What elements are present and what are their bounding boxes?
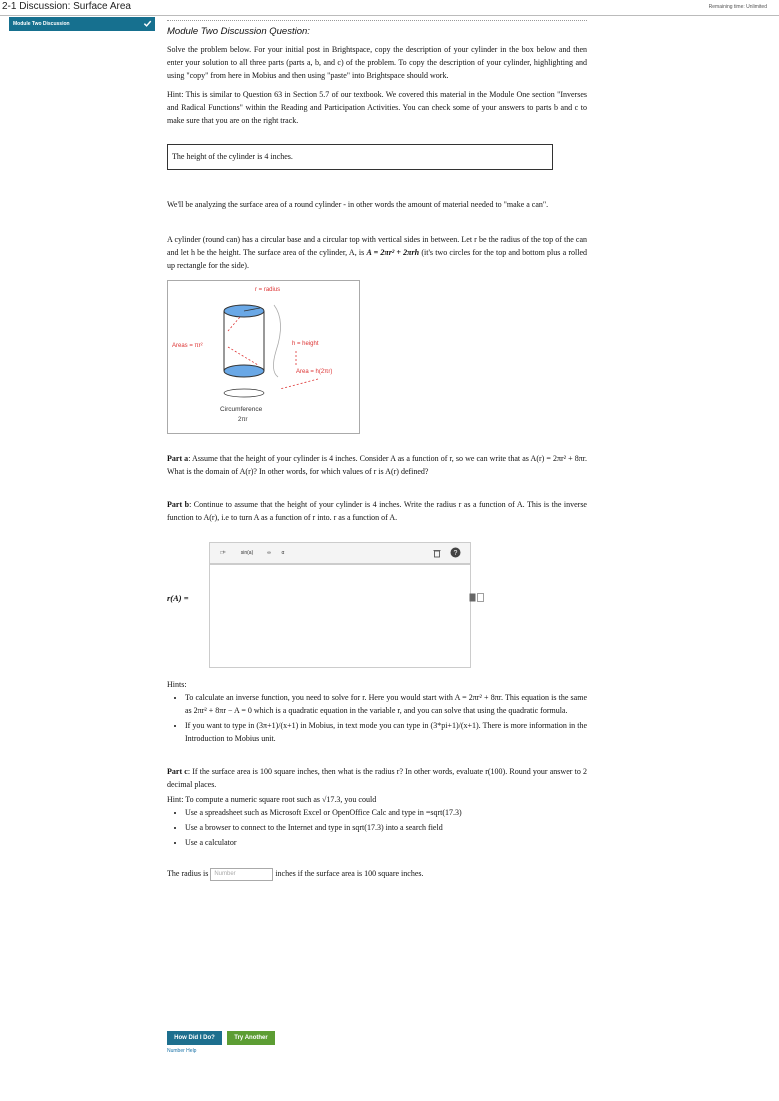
cylinder-text-body: A cylinder (round can) has a circular base and a circular top with vertical sides in between. Let r be the radius of the top of the can and let h be the height. The surface area of the cylinder, A, is <box>167 235 587 257</box>
number-help-link[interactable]: Number Help <box>167 1048 197 1054</box>
sidebar-item-label: Module Two Discussion <box>13 21 70 27</box>
app-title: 2-1 Discussion: Surface Area <box>2 1 131 12</box>
sidebar-item-module-two-discussion[interactable] <box>9 17 155 31</box>
remaining-time: Remaining time: Unlimited <box>708 4 767 10</box>
part-a-text: : Assume that the height of your cylinder is 4 inches. Consider A as a function of r, so we can write that as A(r) = 2πr² + 8πr. What is the domain of A(r)? In other words, for which values of r is A(r) defined? <box>167 454 588 476</box>
editor-label: r(A) = <box>167 593 189 603</box>
part-c <box>167 765 587 791</box>
side-area-label: Area = h(2πr) <box>296 369 333 375</box>
circumference-label: Circumference <box>220 406 263 413</box>
hint-item: • If you want to type in (3π+1)/(x+1) in Mobius, in text mode you can type in (3*pi+1)/(x+1). There is more information in the Introduction to Mobius unit. <box>185 719 587 745</box>
analyzing-text: We'll be analyzing the surface area of a round cylinder - in other words the amount of material needed to "make a can". <box>167 200 549 209</box>
cylinder-description-box[interactable] <box>167 144 553 170</box>
cylinder-text <box>167 233 587 272</box>
cylinder-description: The height of the cylinder is 4 inches. <box>172 152 293 161</box>
hint-text: Hint: This is similar to Question 63 in Section 5.7 of our textbook. We covered this material in the Module One section "Inverses and Radical Functions" within the Reading and Participation Activities. You can check some of your answers to parts b and c to make sure that you are on the right track. <box>167 90 587 125</box>
preview-icon[interactable] <box>469 593 485 602</box>
part-a-label: Part a <box>167 454 189 463</box>
cylinder-figure <box>168 281 359 433</box>
list-item: • Use a calculator <box>185 836 587 849</box>
part-c-hint: Hint: To compute a numeric square root such as √17.3, you could <box>167 795 377 804</box>
superscript-button[interactable]: □ᵇ <box>220 550 226 556</box>
check-icon <box>143 19 152 28</box>
height-label: h = height <box>292 341 319 347</box>
sin-button[interactable]: sin(a) <box>240 550 254 556</box>
how-did-i-do-button[interactable]: How Did I Do? <box>167 1031 222 1045</box>
radius-label: r = radius <box>255 287 281 293</box>
part-b <box>167 498 587 524</box>
try-another-button[interactable]: Try Another <box>227 1031 275 1045</box>
part-b-text: : Continue to assume that the height of your cylinder is 4 inches. Write the radius r as a function of A. This is the inverse function to A(r), i.e to turn A as a function of r into. r as a function of A. <box>167 500 587 522</box>
part-b-label: Part b <box>167 500 190 509</box>
top-bar <box>0 0 779 16</box>
radius-input[interactable]: Number <box>210 868 273 881</box>
editor-toolbar <box>209 542 471 564</box>
answer-editor <box>167 542 587 672</box>
question-content <box>167 25 587 881</box>
part-c-text: : If the surface area is 100 square inches, then what is the radius r? In other words, evaluate r(100). Round your answer to 2 decimal places. <box>167 767 588 789</box>
hints-list <box>167 691 587 745</box>
trash-icon[interactable] <box>432 548 442 558</box>
part-c-list <box>167 806 587 849</box>
hint-item: • To calculate an inverse function, you need to solve for r. Here you would start with A = 2πr² + 8πr. This equation is the same as 2πr² + 8πr − A = 0 which is a quadratic equation in the variable r, and you can solve that using the quadratic formula. <box>185 691 587 717</box>
infinity-button[interactable]: ∞ <box>267 550 271 556</box>
part-c-label: Part c <box>167 767 188 776</box>
list-item: • Use a browser to connect to the Internet and type in sqrt(17.3) into a search field <box>185 821 587 834</box>
radius-answer-row <box>167 867 587 881</box>
surface-area-formula: A = 2πr² + 2πrh <box>366 248 420 257</box>
intro-text: Solve the problem below. For your initial post in Brightspace, copy the description of your cylinder in the box below and then enter your solution to all three parts (parts a, b, and c) of the problem. To copy the description of your cylinder, highlighting and using "copy" from here in Mobius and then using "paste" into Brightspace should work. <box>167 45 587 80</box>
help-icon[interactable] <box>450 547 461 558</box>
hints-title: Hints: <box>167 680 187 689</box>
list-item: • Use a spreadsheet such as Microsoft Excel or OpenOffice Calc and type in =sqrt(17.3) <box>185 806 587 819</box>
radius-prefix: The radius is <box>167 869 209 878</box>
radius-suffix: inches if the surface area is 100 square inches. <box>275 869 424 878</box>
circumference-value: 2πr <box>238 417 248 423</box>
part-a <box>167 452 587 478</box>
cylinder-diagram <box>167 280 360 434</box>
areas-label: Areas = πr² <box>172 343 203 349</box>
question-title: Module Two Discussion Question: <box>167 26 310 37</box>
math-input-area[interactable] <box>209 564 471 668</box>
divider <box>167 20 587 21</box>
surface-area-note: (it's two circles for the top and bottom plus a rolled up rectangle for the side). <box>167 248 588 270</box>
alpha-button[interactable]: α <box>281 550 285 556</box>
svg-text:?: ? <box>453 550 458 557</box>
